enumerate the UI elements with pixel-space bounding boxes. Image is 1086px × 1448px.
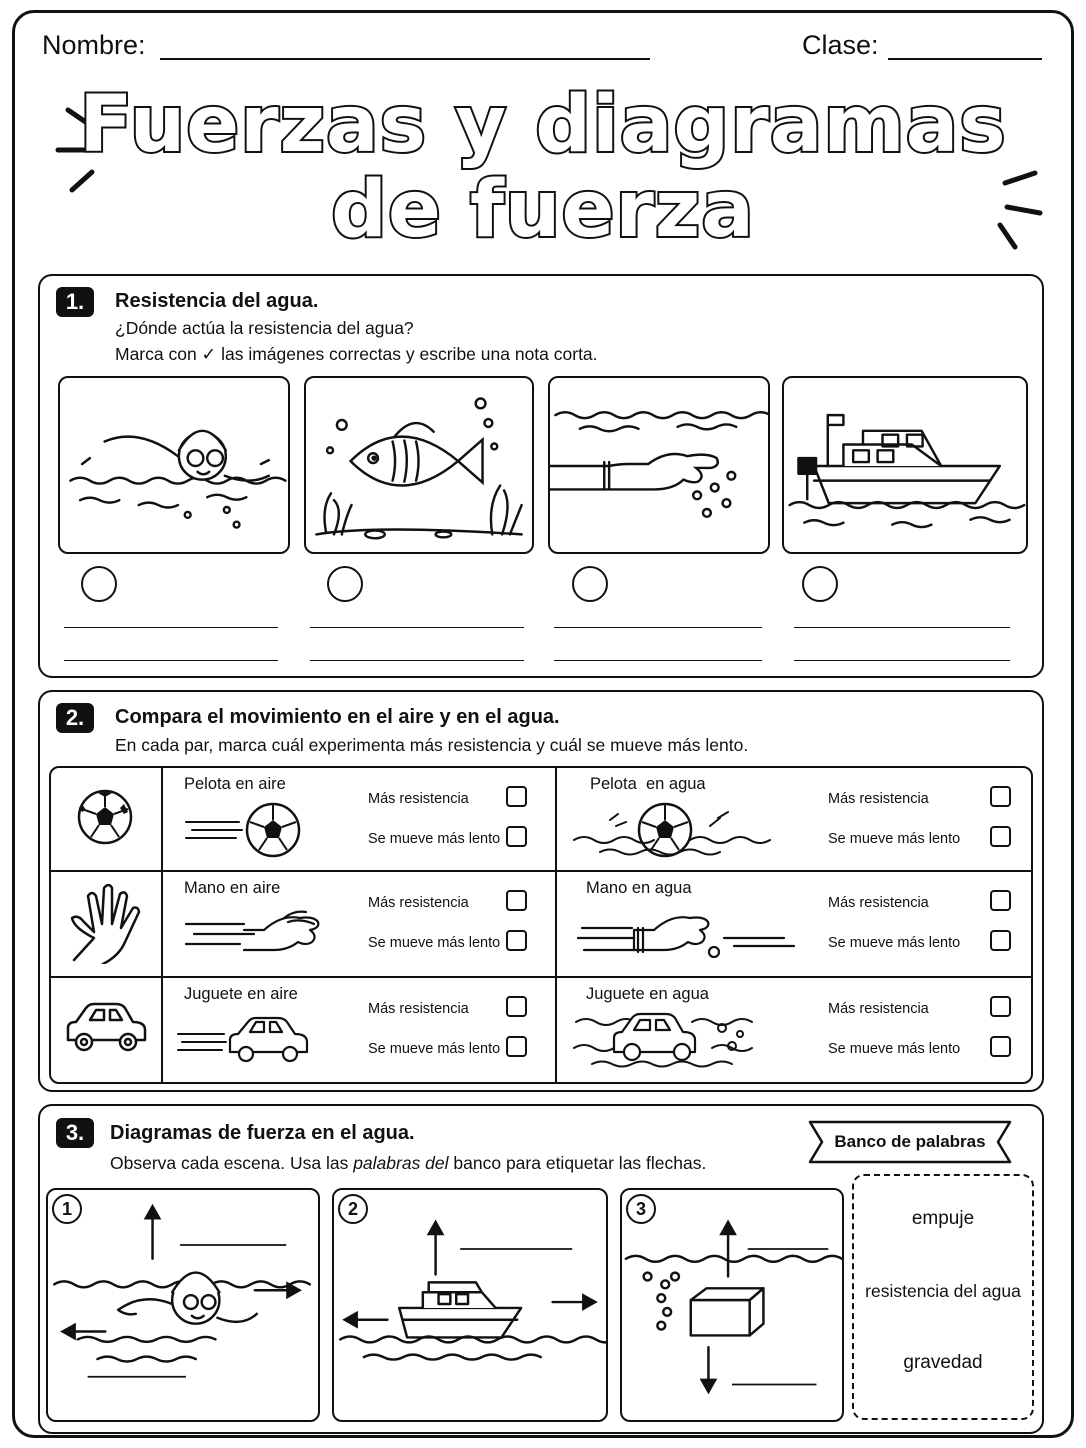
scene-1-number: 1: [52, 1194, 82, 1224]
hand-air-slower-label: Se mueve más lento: [368, 935, 501, 951]
hand-air-drawing: [184, 900, 324, 962]
worksheet-title-line-1: Fuerzas y diagramas: [79, 80, 1007, 170]
ball-water-more-resistance-label: Más resistencia: [828, 791, 929, 807]
ball-air-more-resistance-checkbox[interactable]: [506, 786, 527, 807]
section-2-title: Compara el movimiento en el aire y en el agua.: [115, 706, 560, 728]
ball-water-slower-checkbox[interactable]: [990, 826, 1011, 847]
toy-car-icon: [64, 1000, 148, 1058]
note-line-hand-1[interactable]: [554, 627, 762, 628]
word-bank-item-water-resistance[interactable]: resistencia del agua: [865, 1281, 1021, 1301]
instruction-part-2: palabras del: [353, 1153, 449, 1173]
table-divider: [161, 768, 163, 1084]
section-1-instruction: Marca con ✓ las imágenes correctas y escribe una nota corta.: [115, 344, 598, 364]
ball-air-drawing: [184, 800, 304, 860]
section-2-badge: 2.: [56, 703, 94, 733]
toy-air-more-resistance-label: Más resistencia: [368, 1001, 469, 1017]
hand-water-more-resistance-checkbox[interactable]: [990, 890, 1011, 911]
ball-water-label: Pelota en agua: [590, 775, 706, 793]
table-divider: [555, 768, 557, 1084]
ball-water-drawing: [570, 800, 792, 862]
note-line-fish-1[interactable]: [310, 627, 524, 628]
word-bank-item-gravity[interactable]: gravedad: [903, 1352, 983, 1373]
table-divider: [51, 870, 1033, 872]
hand-water-label: Mano en agua: [586, 879, 692, 897]
scene-3-number: 3: [626, 1194, 656, 1224]
hand-water-slower-checkbox[interactable]: [990, 930, 1011, 951]
note-line-boat-2[interactable]: [794, 660, 1010, 661]
ball-water-more-resistance-checkbox[interactable]: [990, 786, 1011, 807]
ball-air-slower-checkbox[interactable]: [506, 826, 527, 847]
hand-icon: [66, 884, 142, 964]
check-circle-boat[interactable]: [802, 566, 838, 602]
worksheet-title-line-2: de fuerza: [331, 165, 755, 255]
toy-air-drawing: [176, 1012, 322, 1068]
ball-air-more-resistance-label: Más resistencia: [368, 791, 469, 807]
toy-air-more-resistance-checkbox[interactable]: [506, 996, 527, 1017]
hand-water-drawing: [574, 900, 804, 966]
name-answer-line[interactable]: [160, 58, 650, 60]
check-circle-swimmer[interactable]: [81, 566, 117, 602]
hand-water-slower-label: Se mueve más lento: [828, 935, 961, 951]
toy-water-more-resistance-label: Más resistencia: [828, 1001, 929, 1017]
note-line-boat-1[interactable]: [794, 627, 1010, 628]
scene-1-swimmer: [46, 1188, 320, 1422]
name-label: Nombre:: [42, 30, 146, 60]
section-1-question: ¿Dónde actúa la resistencia del agua?: [115, 318, 414, 338]
hand-air-more-resistance-label: Más resistencia: [368, 895, 469, 911]
instruction-part-3: banco para etiquetar las flechas.: [448, 1153, 707, 1173]
section-3-instruction: [110, 1153, 706, 1174]
word-bank-box: [852, 1174, 1034, 1420]
toy-air-label: Juguete en aire: [184, 985, 298, 1003]
word-bank-title: Banco de palabras: [834, 1132, 986, 1151]
hand-air-slower-checkbox[interactable]: [506, 930, 527, 951]
table-divider: [51, 976, 1033, 978]
soccer-ball-icon: [76, 788, 134, 846]
ball-water-slower-label: Se mueve más lento: [828, 831, 961, 847]
note-line-hand-2[interactable]: [554, 660, 762, 661]
scene-3-block: [620, 1188, 844, 1422]
ball-air-slower-label: Se mueve más lento: [368, 831, 501, 847]
hand-in-water-picture[interactable]: [548, 376, 770, 554]
class-label: Clase:: [802, 30, 879, 60]
check-circle-hand[interactable]: [572, 566, 608, 602]
fish-picture[interactable]: [304, 376, 534, 554]
note-line-swimmer-2[interactable]: [64, 660, 278, 661]
scene-2-boat: [332, 1188, 608, 1422]
toy-water-drawing: [572, 1006, 762, 1072]
class-answer-line[interactable]: [888, 58, 1042, 60]
section-3-badge: 3.: [56, 1118, 94, 1148]
instruction-part-1: Observa cada escena. Usa las: [110, 1153, 354, 1173]
section-2-instruction: En cada par, marca cuál experimenta más resistencia y cuál se mueve más lento.: [115, 735, 749, 755]
scene-2-number: 2: [338, 1194, 368, 1224]
toy-water-slower-checkbox[interactable]: [990, 1036, 1011, 1057]
section-1-badge: 1.: [56, 287, 94, 317]
motorboat-picture[interactable]: [782, 376, 1028, 554]
hand-air-more-resistance-checkbox[interactable]: [506, 890, 527, 911]
toy-air-slower-label: Se mueve más lento: [368, 1041, 501, 1057]
hand-water-more-resistance-label: Más resistencia: [828, 895, 929, 911]
hand-air-label: Mano en aire: [184, 879, 281, 897]
note-line-fish-2[interactable]: [310, 660, 524, 661]
toy-water-slower-label: Se mueve más lento: [828, 1041, 961, 1057]
word-bank-item-push[interactable]: empuje: [911, 1208, 975, 1229]
check-circle-fish[interactable]: [327, 566, 363, 602]
ball-air-label: Pelota en aire: [184, 775, 286, 793]
toy-air-slower-checkbox[interactable]: [506, 1036, 527, 1057]
section-1-title: Resistencia del agua.: [115, 290, 319, 312]
note-line-swimmer-1[interactable]: [64, 627, 278, 628]
toy-water-more-resistance-checkbox[interactable]: [990, 996, 1011, 1017]
section-3-title: Diagramas de fuerza en el agua.: [110, 1122, 415, 1144]
toy-water-label: Juguete en agua: [586, 985, 709, 1003]
swimmer-picture[interactable]: [58, 376, 290, 554]
